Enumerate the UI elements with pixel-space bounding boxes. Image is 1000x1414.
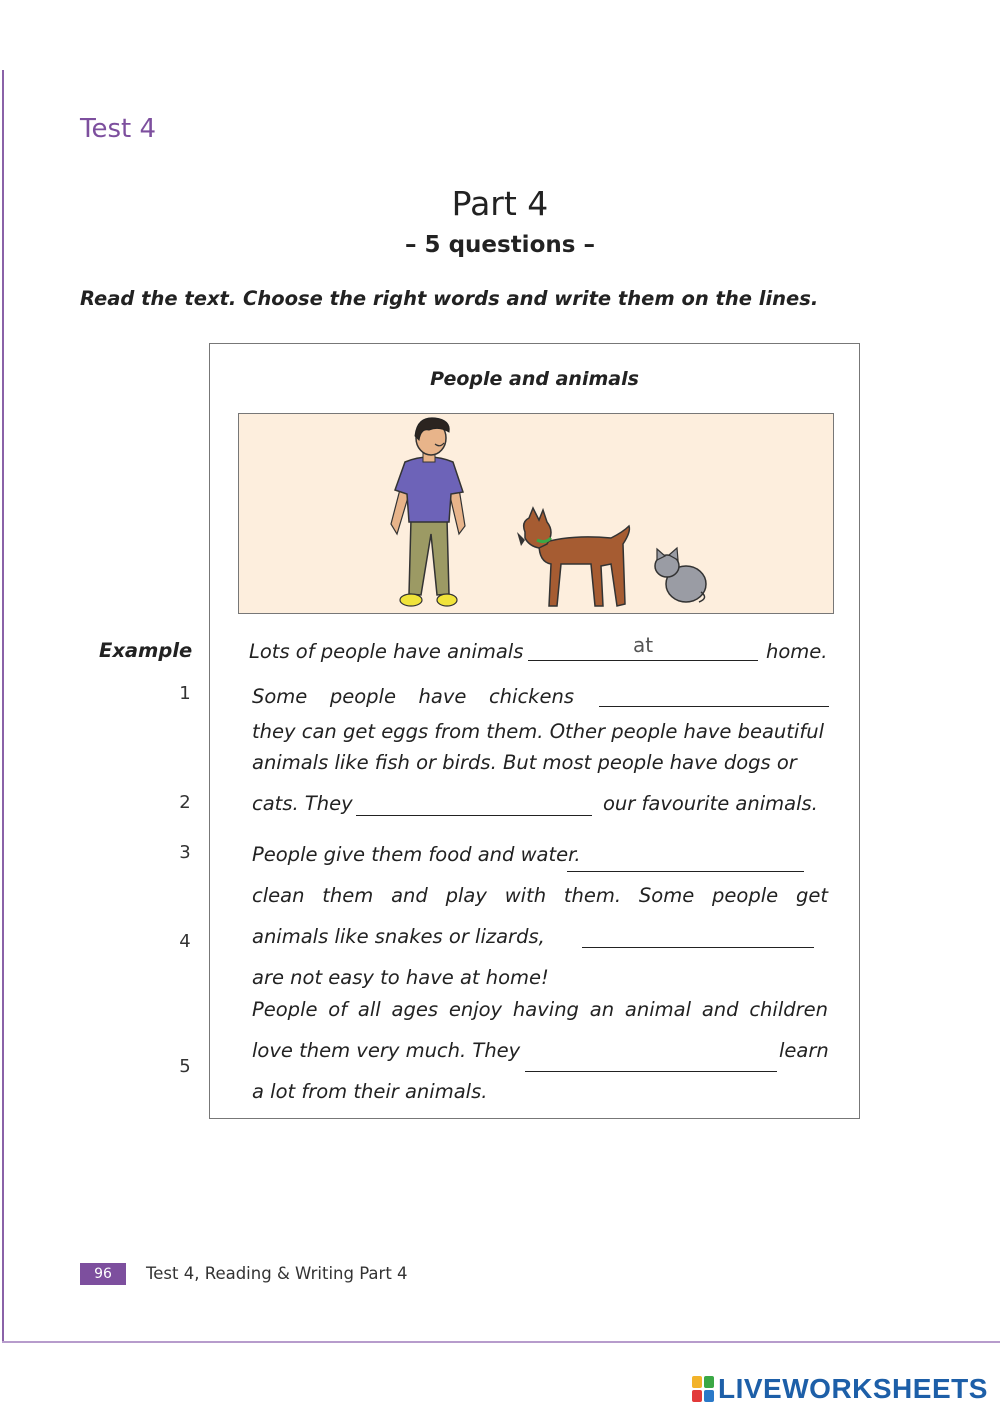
logo-square-2 [704, 1376, 714, 1388]
passage-q3-before: People give them food and water. [252, 843, 581, 866]
answer-input-4[interactable] [582, 921, 814, 949]
passage-q5-after: learn [779, 1039, 829, 1062]
logo-square-4 [704, 1390, 714, 1402]
example-label: Example [99, 639, 193, 662]
passage-line-eggs: they can get eggs from them. Other people have beautiful [252, 720, 824, 743]
question-number-5: 5 [179, 1056, 191, 1077]
page-number: 96 [80, 1263, 126, 1285]
question-number-3: 3 [179, 842, 191, 863]
logo-square-1 [692, 1376, 702, 1388]
passage-q5-before: love them very much. They [252, 1039, 521, 1062]
footer-caption: Test 4, Reading & Writing Part 4 [146, 1264, 408, 1283]
answer-input-1[interactable] [599, 680, 829, 708]
boy-figure [391, 418, 465, 606]
liveworksheets-logo-icon [692, 1376, 714, 1402]
bottom-margin-rule [2, 1341, 1000, 1343]
part-subtitle: – 5 questions – [405, 232, 595, 258]
left-margin-rule [2, 70, 4, 1342]
passage-line-ages: People of all ages enjoy having an animal and children [252, 998, 828, 1021]
answer-input-2[interactable] [356, 789, 592, 817]
question-number-2: 2 [179, 792, 191, 813]
liveworksheets-brand [692, 1372, 988, 1406]
instructions: Read the text. Choose the right words and write them on the lines. [80, 287, 819, 310]
passage-line-clean: clean them and play with them. Some people get [252, 884, 828, 907]
question-number-1: 1 [179, 683, 191, 704]
passage-line-lot: a lot from their animals. [252, 1080, 488, 1103]
passage-q1-before: Some people have chickens [252, 685, 574, 708]
example-text-before: Lots of people have animals [249, 640, 524, 663]
example-answer-line [528, 660, 758, 661]
cat-figure [655, 548, 706, 602]
passage-q2-after: our favourite animals. [603, 792, 818, 815]
passage-q4-before: animals like snakes or lizards, [252, 925, 545, 948]
answer-input-5[interactable] [525, 1045, 777, 1073]
question-number-4: 4 [179, 931, 191, 952]
passage-line-fish: animals like fish or birds. But most people have dogs or [252, 751, 797, 774]
example-answer: at [632, 633, 654, 657]
illustration [238, 413, 834, 614]
passage-line-easy: are not easy to have at home! [252, 966, 549, 989]
text-title: People and animals [430, 368, 639, 390]
answer-input-3[interactable] [567, 845, 804, 873]
test-label: Test 4 [80, 114, 157, 144]
brand-name: LIVEWORKSHEETS [718, 1373, 988, 1404]
logo-square-3 [692, 1390, 702, 1402]
example-text-after: home. [766, 640, 828, 663]
dog-figure [517, 508, 629, 606]
illustration-svg [239, 414, 834, 614]
part-title: Part 4 [451, 184, 549, 223]
passage-q2-before: cats. They [252, 792, 353, 815]
